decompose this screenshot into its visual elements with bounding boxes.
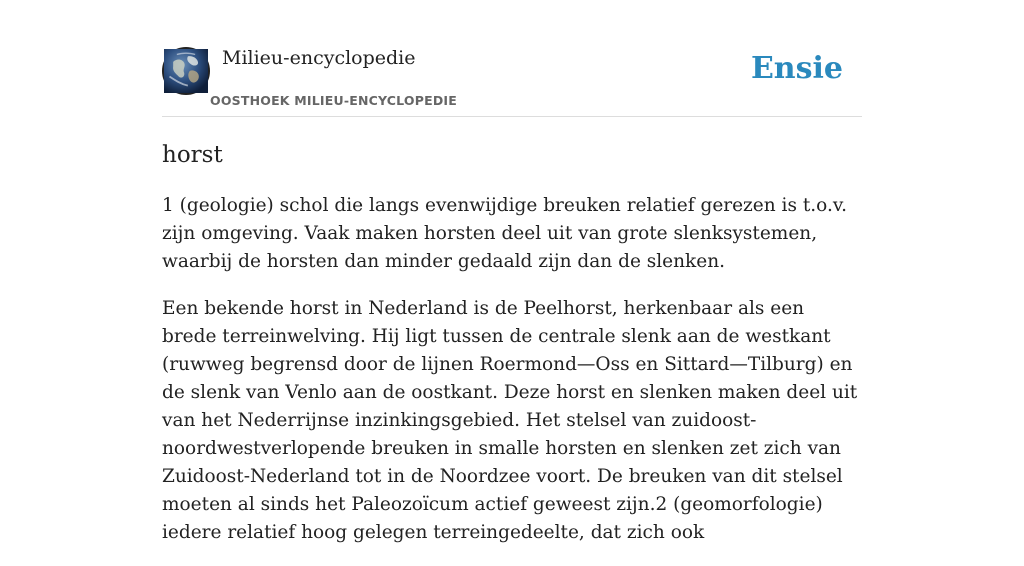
site-title[interactable]: Milieu-encyclopedie — [222, 47, 416, 69]
earth-globe-graphic — [164, 49, 208, 93]
entry-body — [162, 192, 862, 566]
site-header — [162, 0, 862, 117]
page-container — [162, 0, 862, 543]
definition-paragraph: 1 (geologie) schol die langs evenwijdige breuken relatief gerezen is t.o.v. zijn omgeving. Vaak maken horsten deel uit van grote slenksystemen, waarbij de horsten dan minder gedaald zijn dan de slenken. — [162, 195, 847, 272]
entry-term-heading: horst — [162, 142, 223, 168]
definition-paragraph: Een bekende horst in Nederland is de Peelhorst, herkenbaar als een brede terreinwelving. Hij ligt tussen de centrale slenk aan de westkant (ruwweg begrensd door de lijnen Roermond—Oss en Sittard—Tilburg) en de slenk van Venlo aan de oostkant. Deze horst en slenken maken deel uit van het Nederrijnse inzinkingsgebied. Het stelsel van zuidoost-noordwestverlopende breuken in smalle horsten en slenken zet zich van Zuidoost-Nederland tot in de Noordzee voort. De breuken van dit stelsel moeten al sinds het Paleozoïcum actief geweest zijn.2 (geomorfologie) iedere relatief hoog gelegen terreingedeelte, dat zich ook — [162, 298, 858, 543]
site-subtitle: OOSTHOEK MILIEU-ENCYCLOPEDIE — [210, 93, 457, 108]
earth-globe-icon[interactable] — [162, 47, 210, 95]
brand-logo-text[interactable]: Ensie — [750, 51, 843, 86]
